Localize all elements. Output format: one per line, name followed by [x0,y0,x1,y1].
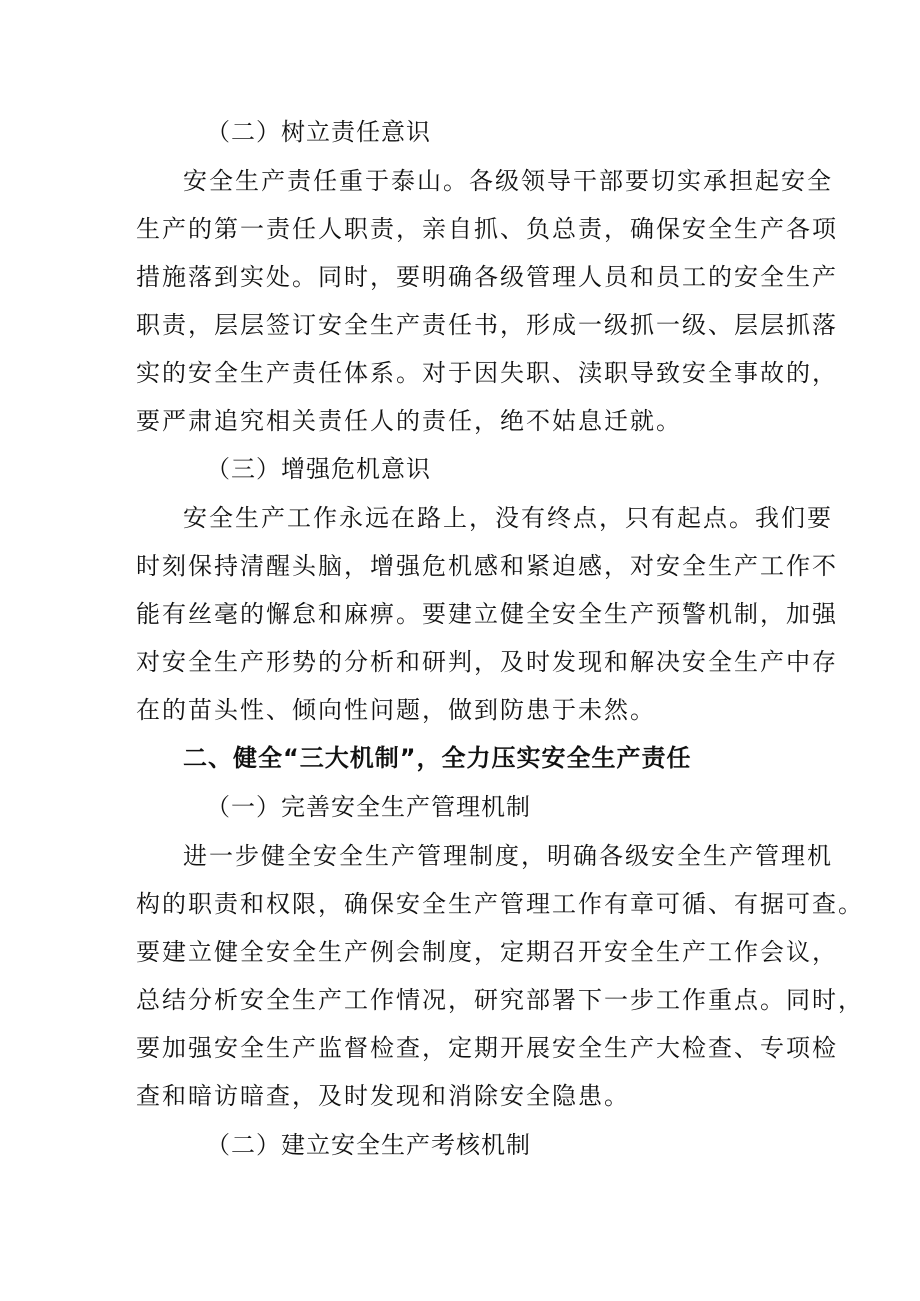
paragraph-line: 能有丝毫的懈怠和麻痹。要建立健全安全生产预警机制，加强 [136,600,838,628]
part-heading: 二、健全“三大机制”，全力压实安全生产责任 [183,744,692,772]
paragraph-line: 安全生产工作永远在路上，没有终点，只有起点。我们要 [183,504,833,532]
section-heading-management: （一）完善安全生产管理机制 [206,793,531,821]
section-heading-responsibility: （二）树立责任意识 [206,118,431,146]
paragraph-line: 总结分析安全生产工作情况，研究部署下一步工作重点。同时， [136,986,864,1014]
paragraph-line: 查和暗访暗查，及时发现和消除安全隐患。 [136,1082,630,1110]
paragraph-line: 生产的第一责任人职责，亲自抓、负总责，确保安全生产各项 [136,215,838,243]
paragraph-line: 要建立健全安全生产例会制度，定期召开安全生产工作会议， [136,938,838,966]
paragraph-line: 安全生产责任重于泰山。各级领导干部要切实承担起安全 [183,167,833,195]
paragraph-line: 进一步健全安全生产管理制度，明确各级安全生产管理机 [183,842,833,870]
paragraph-line: 构的职责和权限，确保安全生产管理工作有章可循、有据可查。 [136,890,864,918]
paragraph-line: 实的安全生产责任体系。对于因失职、渎职导致安全事故的， [136,359,838,387]
paragraph-line: 职责，层层签订安全生产责任书，形成一级抓一级、层层抓落 [136,311,838,339]
paragraph-line: 措施落到实处。同时，要明确各级管理人员和员工的安全生产 [136,263,838,291]
paragraph-line: 在的苗头性、倾向性问题，做到防患于未然。 [136,696,656,724]
paragraph-line: 时刻保持清醒头脑，增强危机感和紧迫感，对安全生产工作不 [136,552,838,580]
paragraph-line: 对安全生产形势的分析和研判，及时发现和解决安全生产中存 [136,648,838,676]
section-heading-assessment: （二）建立安全生产考核机制 [206,1131,531,1159]
paragraph-line: 要加强安全生产监督检查，定期开展安全生产大检查、专项检 [136,1034,838,1062]
section-heading-crisis: （三）增强危机意识 [206,455,431,483]
paragraph-line: 要严肃追究相关责任人的责任，绝不姑息迁就。 [136,407,682,435]
